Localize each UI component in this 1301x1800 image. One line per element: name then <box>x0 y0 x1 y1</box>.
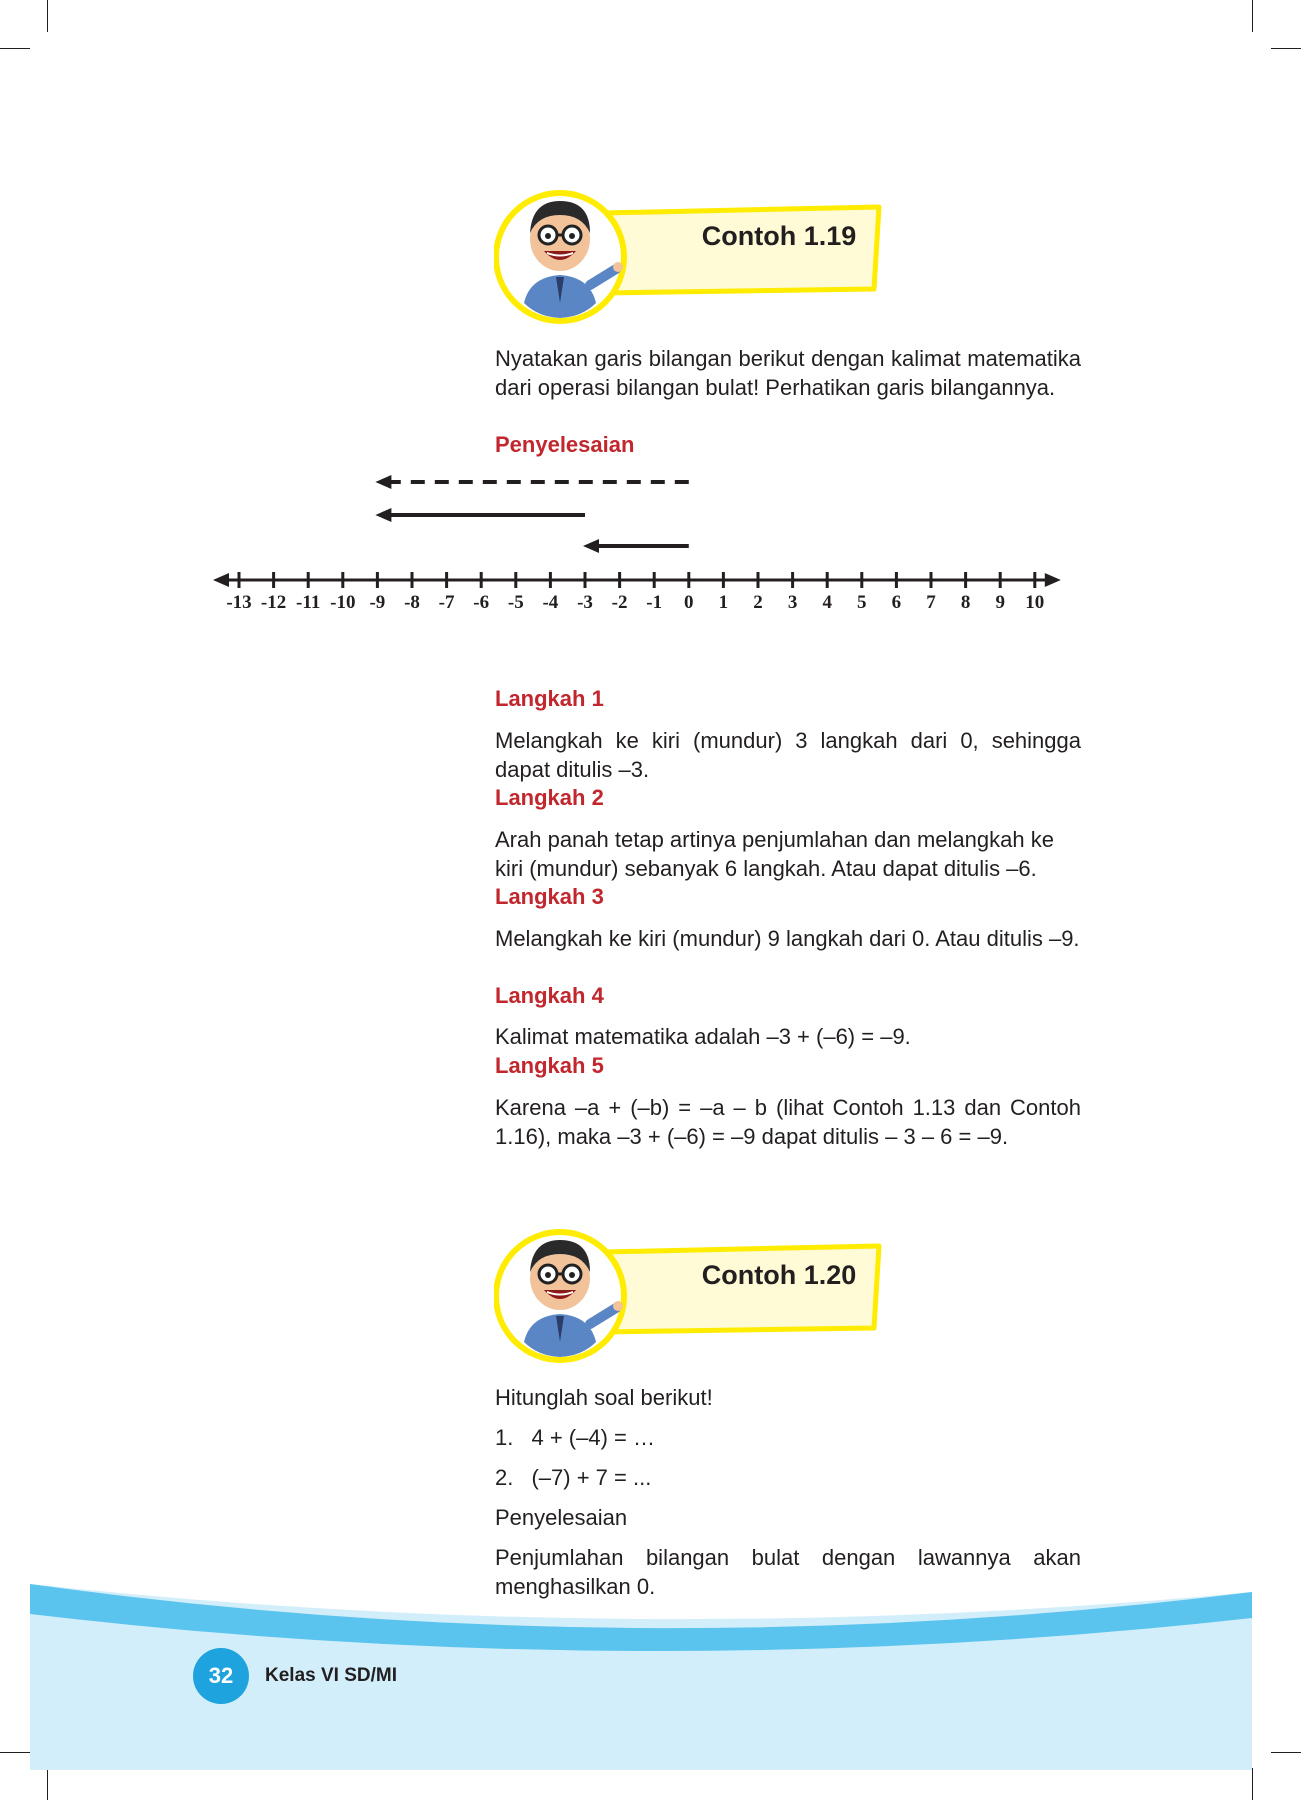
list-item <box>495 1423 655 1452</box>
axis-arrow-right <box>1045 573 1061 587</box>
step-text-4: Kalimat matematika adalah –3 + (–6) = –9. <box>495 1024 911 1049</box>
tick-label: -10 <box>330 592 356 613</box>
tick-label: 10 <box>1025 592 1045 613</box>
step-heading-2: Langkah 2 <box>495 785 604 810</box>
crop-mark <box>1252 1768 1253 1800</box>
list-text: 4 + (–4) = … <box>531 1425 655 1450</box>
tick-label: 6 <box>891 592 902 613</box>
step-text-2: Arah panah tetap artinya penjumlahan dan melangkah ke kiri (mundur) sebanyak 6 langkah. Atau dapat ditulis –6. <box>495 827 1054 881</box>
tick-label: 7 <box>926 592 936 613</box>
tick-label: 4 <box>822 592 832 613</box>
list-item <box>495 1463 651 1492</box>
crop-mark <box>47 1768 48 1800</box>
tick-label: 1 <box>718 592 729 613</box>
example-tag-graphic <box>494 185 884 335</box>
step-heading-3: Langkah 3 <box>495 884 604 909</box>
tick-label: 9 <box>995 592 1005 613</box>
list-number: 1. <box>495 1425 514 1450</box>
tick-label: -9 <box>369 592 386 613</box>
example-question: Nyatakan garis bilangan berikut dengan kalimat matematika dari operasi bilangan bulat! Perhatikan garis bilangannya. <box>495 346 1081 400</box>
example2-solution-text: Penjumlahan bilangan bulat dengan lawannya akan menghasilkan 0. <box>495 1545 1081 1599</box>
crop-mark <box>0 48 30 49</box>
tick-label: -7 <box>438 592 455 613</box>
example-tag-graphic <box>494 1224 884 1374</box>
class-label: Kelas VI SD/MI <box>265 1665 397 1686</box>
tick-label: -12 <box>260 592 287 613</box>
number-line-chart <box>200 460 1070 620</box>
example2-solution-label: Penyelesaian <box>495 1505 628 1530</box>
example-title: Contoh 1.20 <box>701 1260 857 1290</box>
example2-intro: Hitunglah soal berikut! <box>495 1385 713 1410</box>
crop-mark <box>1271 48 1301 49</box>
step-text-1: Melangkah ke kiri (mundur) 3 langkah dari 0, sehingga dapat ditulis –3. <box>495 728 1081 782</box>
axis-arrow-left <box>213 573 229 587</box>
list-number: 2. <box>495 1465 514 1490</box>
tick-label: 2 <box>753 592 763 613</box>
step-text-3: Melangkah ke kiri (mundur) 9 langkah dari 0. Atau ditulis –9. <box>495 926 1080 951</box>
step-text-5: Karena –a + (–b) = –a – b (lihat Contoh 1.13 dan Contoh 1.16), maka –3 + (–6) = –9 dapat ditulis – 3 – 6 = –9. <box>495 1095 1081 1149</box>
tick-label: -5 <box>507 592 524 613</box>
tick-label: -3 <box>577 592 593 613</box>
tick-label: -2 <box>611 592 628 613</box>
crop-mark <box>1252 0 1253 32</box>
tick-label: -6 <box>473 592 490 613</box>
tick-label: 3 <box>787 592 798 613</box>
solution-label: Penyelesaian <box>495 432 635 457</box>
crop-mark <box>47 0 48 32</box>
tick-label: -1 <box>646 592 663 613</box>
tick-label: 5 <box>857 592 867 613</box>
tick-label: -8 <box>404 592 420 613</box>
example-title: Contoh 1.19 <box>701 221 857 251</box>
tick-label: -13 <box>226 592 252 613</box>
tick-label: -11 <box>296 592 321 613</box>
step-heading-5: Langkah 5 <box>495 1053 604 1078</box>
arrowhead-first-step <box>583 539 599 553</box>
tick-label: 0 <box>684 592 694 613</box>
example-header-1-20 <box>494 1224 884 1374</box>
page-number: 32 <box>193 1648 249 1704</box>
arrowhead-second-step <box>375 508 391 522</box>
arrowhead-result <box>375 475 391 489</box>
list-text: (–7) + 7 = ... <box>531 1465 652 1490</box>
tick-label: -4 <box>542 592 559 613</box>
step-heading-4: Langkah 4 <box>495 983 604 1008</box>
example-header-1-19 <box>494 185 884 335</box>
tick-label: 8 <box>960 592 971 613</box>
step-heading-1: Langkah 1 <box>495 686 604 711</box>
